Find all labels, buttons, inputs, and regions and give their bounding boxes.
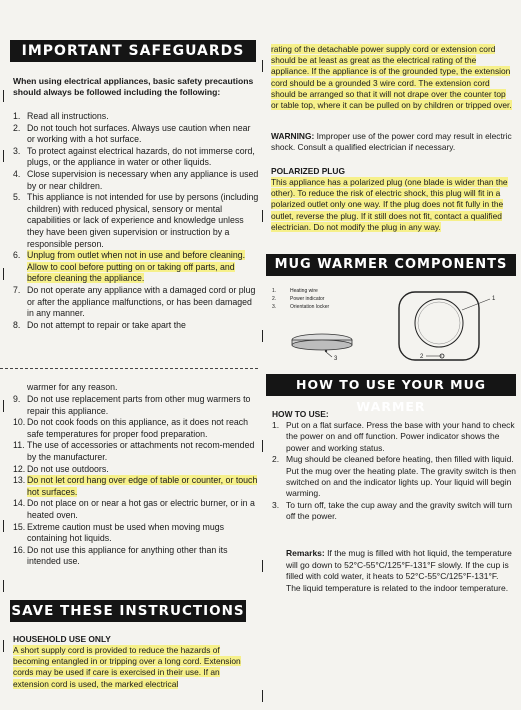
safeguard-item-highlighted: 6. Unplug from outlet when not in use and before cleaning. Allow to cool before putting on or taking off parts, and before cleaning the appliance. (13, 250, 246, 284)
component-item: 2. Power indicator (272, 296, 325, 302)
components-title: MUG WARMER COMPONENTS (266, 254, 516, 276)
callout-label: 2 (420, 354, 424, 360)
margin-mark (3, 268, 4, 280)
margin-mark (3, 150, 4, 162)
safeguard-item: 4. Close supervision is necessary when any appliance is used by or near children. (13, 168, 259, 191)
margin-mark (262, 210, 263, 222)
safeguards-list-bottom (13, 394, 259, 568)
side-view-illustration (292, 334, 352, 357)
component-item: 1. Heating wire (272, 288, 318, 294)
margin-mark (262, 690, 263, 702)
safeguard-item: 10. Do not cook foods on this appliance, as it does not reach safe temperatures for proper food preparation. (13, 417, 249, 439)
safeguard-item: 7. Do not operate any appliance with a damaged cord or plug or after the appliance malfunctions, or has been damaged in any manner. (13, 284, 256, 319)
safeguard-item: 8. Do not attempt to repair or take apart the (13, 319, 186, 330)
safeguard-item: 3. To protect against electrical hazards, do not immerse cord, plugs, or the appliance in water or other liquids. (13, 145, 255, 168)
safeguard-item: 15. Extreme caution must be used when moving mugs containing hot liquids. (13, 521, 225, 544)
safeguards-intro: When using electrical appliances, basic safety precautions should always be followed including the following: (13, 76, 254, 97)
margin-mark (262, 440, 263, 452)
margin-mark (3, 580, 4, 592)
left-column (8, 0, 260, 710)
remarks-text: Remarks: If the mug is filled with hot liquid, the temperature will go down to 52°C-55°C/125°F-131°F slowly. If the cup is filled with cold water, it heats to 52°C-55°C/125°F-131°F. The liquid temperature is related to the indoor temperature. (286, 548, 512, 593)
household-title: HOUSEHOLD USE ONLY (13, 634, 111, 644)
how-to-step: 3. To turn off, take the cup away and the gravity switch will turn off the power. (272, 499, 513, 522)
safeguard-item: 12. Do not use outdoors. (13, 463, 109, 474)
safeguard-item: 14. Do not place on or near a hot gas or electric burner, or in a heated oven. (13, 498, 255, 520)
safeguards-title: IMPORTANT SAFEGUARDS (10, 40, 256, 62)
safeguard-continuation: warmer for any reason. (27, 382, 118, 392)
safeguard-item: 1. Read all instructions. (13, 111, 109, 121)
how-to-steps (272, 420, 516, 523)
how-to-step: 2. Mug should be cleaned before heating, then filled with liquid. Put the mug over the heating plate. The gravity switch is then switched on and the indicator lights up. Your liquid will begin warming. (272, 454, 516, 499)
how-to-use-title: HOW TO USE YOUR MUG WARMER (266, 374, 516, 396)
top-view-illustration (399, 292, 490, 360)
polarized-plug-text: This appliance has a polarized plug (one blade is wider than the other). To reduce the risk of electric shock, this plug will fit in a polarized outlet only one way. If the plug does not fit fully in the outlet, reverse the plug. If it still does not fit, contact a qualified electrician. Do not modify the plug in any way. (271, 177, 508, 232)
save-instructions-title: SAVE THESE INSTRUCTIONS (10, 600, 246, 622)
margin-mark (262, 560, 263, 572)
safeguards-list-top (13, 111, 259, 331)
mug-warmer-diagram (266, 282, 516, 366)
safeguard-item: 16. Do not use this appliance for anything other than its intended use. (13, 544, 228, 567)
callout-label: 1 (492, 296, 496, 302)
polarized-plug-title: POLARIZED PLUG (271, 166, 345, 176)
component-item: 3. Orientation locker (272, 304, 330, 310)
safeguard-item: 9. Do not use replacement parts from other mug warmers to repair this appliance. (13, 394, 251, 416)
how-to-use-heading: HOW TO USE: (272, 409, 329, 419)
how-to-step: 1. Put on a flat surface. Press the base with your hand to check the power on and off function. Power indicator shows the power and working status. (272, 420, 515, 453)
warning-text: WARNING: Improper use of the power cord may result in electric shock. Consult a qualified electrician if necessary. (271, 131, 512, 153)
margin-mark (262, 60, 263, 72)
safeguard-item-highlighted: 13. Do not let cord hang over edge of table or counter, or touch hot surfaces. (13, 475, 258, 497)
cord-text: rating of the detachable power supply cord or extension cord should be at least as great as the electrical rating of the appliance. If the appliance is of the grounded type, the extension cord should be a grounded 3 wire cord. The extension cord should be arranged so that it will not drape over the counter top or table top, where it can be pulled on by children or tripped over. (271, 44, 512, 111)
safeguard-item: 11. The use of accessories or attachments not recom-mended by the manufacturer. (13, 440, 255, 462)
margin-mark (3, 90, 4, 102)
safeguard-item: 2. Do not touch hot surfaces. Always use caution when near or working with a hot surface. (13, 122, 251, 145)
margin-mark (262, 330, 263, 342)
callout-label: 3 (334, 356, 338, 362)
margin-mark (3, 520, 4, 532)
safeguard-item: 5. This appliance is not intended for use by persons (including children) with reduced physical, sensory or mental capabilities or lack of experience and knowledge unless they have been given supervision or instruction by a responsible person. (13, 192, 259, 249)
margin-mark (3, 400, 4, 412)
household-text: A short supply cord is provided to reduce the hazards of becoming entangled in or tripping over a long cord. Extension cords may be used if care is exercised in their use. If an extension cord is used, the marked electrical (13, 645, 241, 689)
right-column (266, 0, 516, 710)
margin-mark (3, 640, 4, 652)
